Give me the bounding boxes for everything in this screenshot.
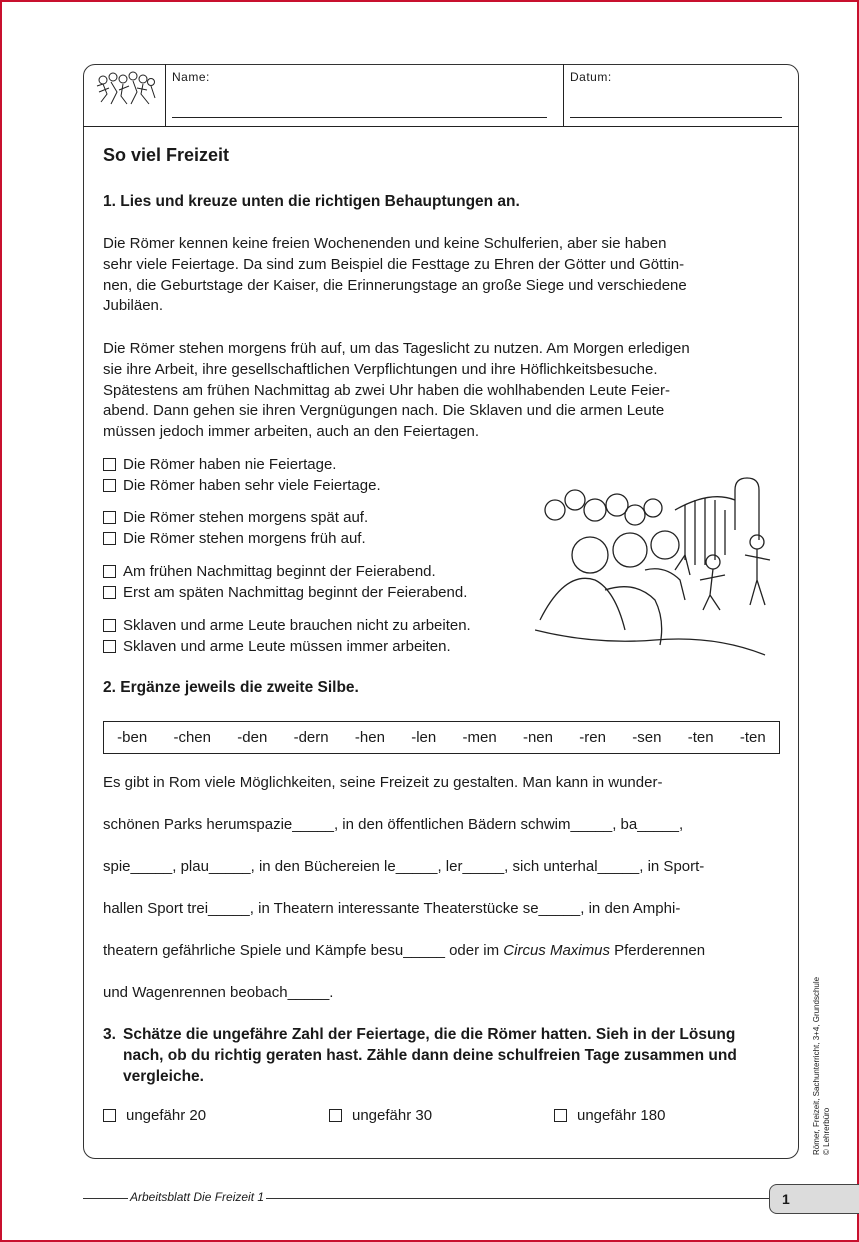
date-field[interactable] bbox=[564, 64, 798, 126]
task3-number: 3. bbox=[103, 1026, 116, 1043]
checkbox-icon[interactable] bbox=[103, 565, 116, 578]
name-line bbox=[172, 117, 547, 118]
checkbox-icon[interactable] bbox=[103, 586, 116, 599]
circus-maximus-term: Circus Maximus bbox=[503, 942, 610, 959]
statement-group-1 bbox=[103, 454, 381, 496]
paragraph-line: müssen jedoch immer arbeiten, auch an den Feiertagen. bbox=[103, 423, 480, 441]
worksheet-header bbox=[83, 64, 799, 127]
statement-label: Die Römer stehen morgens früh auf. bbox=[123, 530, 366, 547]
header-logo bbox=[83, 64, 166, 126]
statement-checkbox[interactable] bbox=[103, 507, 368, 528]
syllable: -nen bbox=[522, 729, 553, 746]
task3-heading bbox=[103, 1024, 763, 1087]
fill-in-text: Pferderennen bbox=[609, 942, 706, 959]
statement-label: Am frühen Nachmittag beginnt der Feierabend. bbox=[123, 563, 436, 580]
page-number: 1 bbox=[782, 1191, 790, 1207]
paragraph-line: abend. Dann gehen sie ihren Vergnügungen nach. Die Sklaven und die armen Leute bbox=[103, 402, 665, 420]
paragraph-line: Spätestens am frühen Nachmittag ab zwei Uhr haben die wohlhabenden Leute Feier- bbox=[103, 381, 671, 399]
syllable: -sen bbox=[632, 729, 662, 746]
name-label: Name: bbox=[172, 70, 210, 84]
fill-in-line[interactable] bbox=[103, 942, 705, 959]
fill-in-line[interactable]: hallen Sport trei_____, in Theatern interessante Theaterstücke se_____, in den Amphi- bbox=[103, 900, 681, 917]
task2-heading: 2. Ergänze jeweils die zweite Silbe. bbox=[103, 679, 359, 696]
syllable: -chen bbox=[173, 729, 211, 746]
statement-label: Sklaven und arme Leute brauchen nicht zu arbeiten. bbox=[123, 617, 471, 634]
checkbox-icon[interactable] bbox=[554, 1109, 567, 1122]
syllable: -dern bbox=[293, 729, 329, 746]
statement-label: Die Römer haben nie Feiertage. bbox=[123, 456, 337, 473]
page-number-tab bbox=[769, 1184, 859, 1214]
statement-label: Sklaven und arme Leute müssen immer arbeiten. bbox=[123, 638, 451, 655]
syllable: -ren bbox=[579, 729, 606, 746]
syllable: -ten bbox=[687, 729, 714, 746]
task3-text: Schätze die ungefähre Zahl der Feiertage, die die Römer hatten. Sieh in der Lösung nach, ob du richtig geraten hast. Zähle dann deine schulfreien Tage zusammen und vergleiche. bbox=[123, 1026, 737, 1085]
estimate-label: ungefähr 20 bbox=[126, 1107, 207, 1124]
syllable-box bbox=[103, 721, 780, 754]
date-label: Datum: bbox=[570, 70, 612, 84]
fill-in-line[interactable]: spie_____, plau_____, in den Büchereien le_____, ler_____, sich unterhal_____, in Sport- bbox=[103, 858, 705, 875]
date-line bbox=[570, 117, 782, 118]
statement-group-3 bbox=[103, 561, 467, 603]
paragraph-line: sehr viele Feiertage. Da sind zum Beispiel die Festtage zu Ehren der Götter und Göttin- bbox=[103, 255, 685, 273]
estimate-option[interactable] bbox=[103, 1107, 206, 1124]
fill-in-line[interactable]: Es gibt in Rom viele Möglichkeiten, seine Freizeit zu gestalten. Man kann in wunder- bbox=[103, 774, 663, 791]
syllable: -hen bbox=[354, 729, 385, 746]
syllable: -len bbox=[411, 729, 437, 746]
side-credit bbox=[812, 977, 832, 1155]
statement-checkbox[interactable] bbox=[103, 475, 381, 496]
checkbox-icon[interactable] bbox=[103, 511, 116, 524]
syllable: -ten bbox=[739, 729, 766, 746]
estimate-label: ungefähr 30 bbox=[352, 1107, 433, 1124]
checkbox-icon[interactable] bbox=[103, 619, 116, 632]
checkbox-icon[interactable] bbox=[103, 532, 116, 545]
statement-group-2 bbox=[103, 507, 368, 549]
statement-group-4 bbox=[103, 615, 471, 657]
task1-paragraph-1 bbox=[103, 234, 783, 317]
statement-checkbox[interactable] bbox=[103, 528, 368, 549]
syllable: -ben bbox=[117, 729, 148, 746]
statement-checkbox[interactable] bbox=[103, 454, 381, 475]
task1-paragraph-2 bbox=[103, 339, 783, 443]
name-field[interactable] bbox=[166, 64, 564, 126]
arena-spectators-illustration bbox=[535, 470, 780, 660]
checkbox-icon[interactable] bbox=[103, 1109, 116, 1122]
paragraph-line: Die Römer kennen keine freien Wochenenden und keine Schulferien, aber sie haben bbox=[103, 235, 667, 252]
paragraph-line: sie ihre Arbeit, ihre gesellschaftlichen Verpflichtungen und ihre Höflichkeitsbesuche. bbox=[103, 360, 658, 378]
checkbox-icon[interactable] bbox=[103, 479, 116, 492]
checkbox-icon[interactable] bbox=[103, 640, 116, 653]
footer-label: Arbeitsblatt Die Freizeit 1 bbox=[130, 1190, 265, 1204]
statement-label: Erst am späten Nachmittag beginnt der Feierabend. bbox=[123, 584, 468, 601]
paragraph-line: nen, die Geburtstage der Kaiser, die Erinnerungstage an große Siege und verschiedene bbox=[103, 276, 687, 294]
syllable: -men bbox=[462, 729, 497, 746]
checkbox-icon[interactable] bbox=[103, 458, 116, 471]
page-title: So viel Freizeit bbox=[103, 145, 230, 165]
side-credit-line: Römer, Freizeit, Sachunterricht, 3+4, Grundschule bbox=[812, 976, 821, 1155]
estimate-option[interactable] bbox=[554, 1107, 665, 1124]
fill-in-line[interactable]: schönen Parks herumspazie_____, in den öffentlichen Bädern schwim_____, ba_____, bbox=[103, 816, 684, 833]
romans-logo-icon bbox=[83, 64, 165, 126]
statement-label: Die Römer haben sehr viele Feiertage. bbox=[123, 477, 381, 494]
statement-checkbox[interactable] bbox=[103, 561, 467, 582]
paragraph-line: Die Römer stehen morgens früh auf, um das Tageslicht zu nutzen. Am Morgen erledigen bbox=[103, 340, 690, 357]
statement-checkbox[interactable] bbox=[103, 582, 467, 603]
paragraph-line: Jubiläen. bbox=[103, 297, 164, 315]
fill-in-line[interactable]: und Wagenrennen beobach_____. bbox=[103, 984, 334, 1001]
task1-heading: 1. Lies und kreuze unten die richtigen Behauptungen an. bbox=[103, 193, 520, 210]
estimate-option[interactable] bbox=[329, 1107, 432, 1124]
checkbox-icon[interactable] bbox=[329, 1109, 342, 1122]
syllable: -den bbox=[237, 729, 268, 746]
side-credit-line: © Lehrerbüro bbox=[822, 1107, 831, 1155]
fill-in-text: theatern gefährliche Spiele und Kämpfe besu_____ oder im bbox=[103, 942, 504, 959]
statement-checkbox[interactable] bbox=[103, 615, 471, 636]
estimate-label: ungefähr 180 bbox=[577, 1107, 666, 1124]
statement-label: Die Römer stehen morgens spät auf. bbox=[123, 509, 369, 526]
statement-checkbox[interactable] bbox=[103, 636, 471, 657]
